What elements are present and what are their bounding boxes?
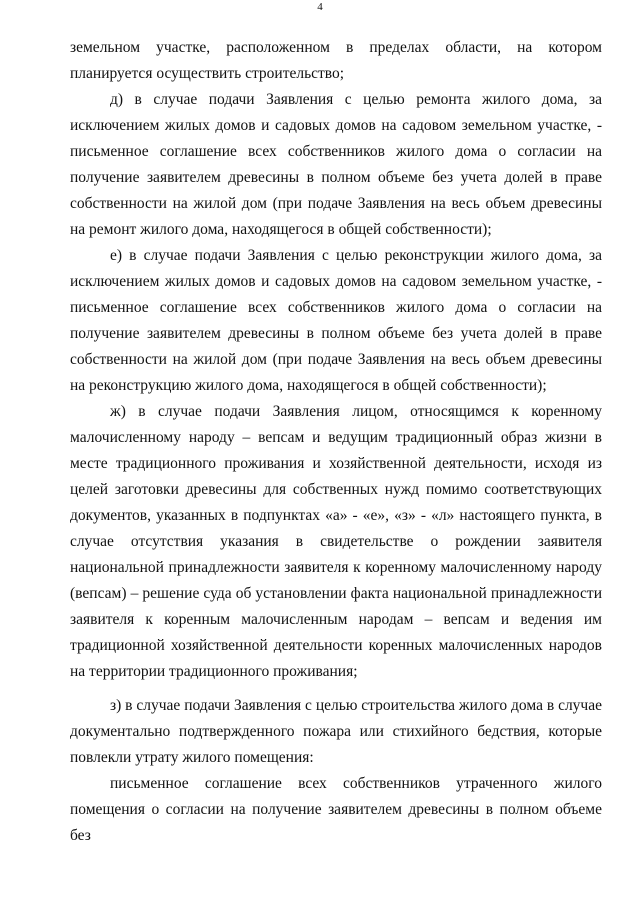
paragraph: земельном участке, расположенном в пределах области, на котором планируется осуществить строительство;	[70, 39, 602, 82]
paragraph: ж) в случае подачи Заявления лицом, относящимся к коренному малочисленному народу – вепсам и ведущим традиционный образ жизни в месте традиционного проживания и хозяйственной деятельности, исходя из целей заготовки древесины для собственных нужд помимо соответствующих документов, указанных в подпунктах «а» - «е», «з» - «л» настоящего пункта, в случае отсутствия указания в свидетельстве о рождении заявителя национальной принадлежности заявителя к коренному малочисленному народу (вепсам) – решение суда об установлении факта национальной принадлежности заявителя к коренным малочисленным народам – вепсам и ведения им традиционной хозяйственной деятельности коренных малочисленных народов на территории традиционного проживания;	[70, 403, 602, 680]
paragraph: з) в случае подачи Заявления с целью строительства жилого дома в случае документально подтвержденного пожара или стихийного бедствия, которые повлекли утрату жилого помещения:	[70, 697, 602, 766]
page-number: 4	[317, 1, 323, 13]
paragraph: д) в случае подачи Заявления с целью ремонта жилого дома, за исключением жилых домов и садовых домов на садовом земельном участке, - письменное соглашение всех собственников жилого дома о согласии на получение заявителем древесины в полном объеме без учета долей в праве собственности на жилой дом (при подаче Заявления на весь объем древесины на ремонт жилого дома, находящегося в общей собственности);	[70, 91, 602, 238]
paragraph: е) в случае подачи Заявления с целью реконструкции жилого дома, за исключением жилых домов и садовых домов на садовом земельном участке, - письменное соглашение всех собственников жилого дома о согласии на получение заявителем древесины в полном объеме без учета долей в праве собственности на жилой дом (при подаче Заявления на весь объем древесины на реконструкцию жилого дома, находящегося в общей собственности);	[70, 247, 602, 394]
paragraph: письменное соглашение всех собственников утраченного жилого помещения о согласии на получение заявителем древесины в полном объеме без	[70, 775, 602, 844]
